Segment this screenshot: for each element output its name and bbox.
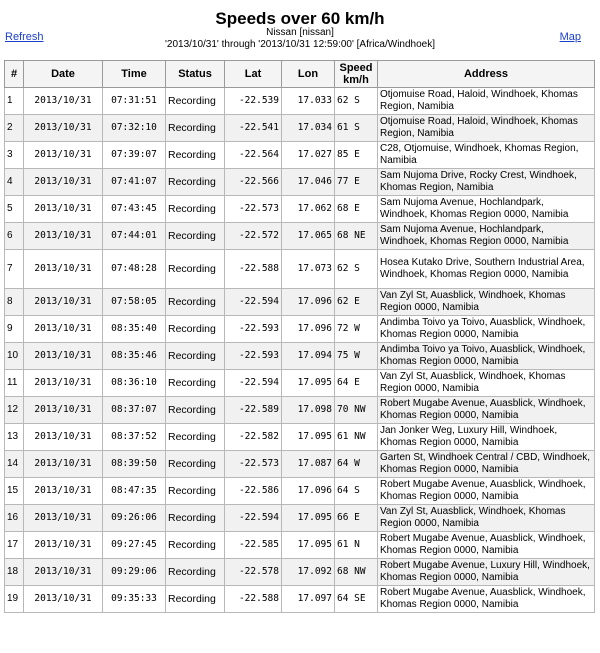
row-index: 16 [5, 505, 24, 532]
column-header-status: Status [166, 61, 225, 88]
row-lon: 17.098 [282, 397, 335, 424]
row-speed: 62 S [335, 250, 378, 289]
row-lat: -22.594 [225, 505, 282, 532]
row-lat: -22.588 [225, 250, 282, 289]
row-status: Recording [166, 397, 225, 424]
row-date: 2013/10/31 [24, 370, 103, 397]
row-lon: 17.096 [282, 478, 335, 505]
row-speed: 66 E [335, 505, 378, 532]
row-time: 07:44:01 [103, 223, 166, 250]
row-date: 2013/10/31 [24, 532, 103, 559]
row-lat: -22.586 [225, 478, 282, 505]
row-date: 2013/10/31 [24, 196, 103, 223]
row-status: Recording [166, 424, 225, 451]
row-lat: -22.585 [225, 532, 282, 559]
row-index: 17 [5, 532, 24, 559]
row-speed: 61 NW [335, 424, 378, 451]
row-speed: 62 S [335, 88, 378, 115]
row-time: 07:43:45 [103, 196, 166, 223]
row-time: 07:58:05 [103, 289, 166, 316]
row-address: Sam Nujoma Drive, Rocky Crest, Windhoek, Khomas Region, Namibia [378, 169, 595, 196]
row-lat: -22.594 [225, 370, 282, 397]
row-date: 2013/10/31 [24, 397, 103, 424]
row-address: Van Zyl St, Auasblick, Windhoek, Khomas Region 0000, Namibia [378, 505, 595, 532]
row-status: Recording [166, 478, 225, 505]
row-speed: 68 NE [335, 223, 378, 250]
table-row [5, 289, 595, 316]
row-address: Van Zyl St, Auasblick, Windhoek, Khomas Region 0000, Namibia [378, 370, 595, 397]
row-speed: 85 E [335, 142, 378, 169]
row-address: Robert Mugabe Avenue, Luxury Hill, Windhoek, Khomas Region 0000, Namibia [378, 559, 595, 586]
row-lon: 17.062 [282, 196, 335, 223]
table-row [5, 115, 595, 142]
row-time: 09:26:06 [103, 505, 166, 532]
table-header-row [5, 61, 595, 88]
row-time: 08:35:40 [103, 316, 166, 343]
column-header-index: # [5, 61, 24, 88]
row-lat: -22.582 [225, 424, 282, 451]
table-row [5, 169, 595, 196]
row-lat: -22.593 [225, 316, 282, 343]
row-status: Recording [166, 196, 225, 223]
row-time: 09:27:45 [103, 532, 166, 559]
row-date: 2013/10/31 [24, 223, 103, 250]
row-index: 7 [5, 250, 24, 289]
row-time: 07:31:51 [103, 88, 166, 115]
row-time: 09:35:33 [103, 586, 166, 613]
row-status: Recording [166, 559, 225, 586]
row-lon: 17.034 [282, 115, 335, 142]
row-lon: 17.092 [282, 559, 335, 586]
table-body [5, 88, 595, 613]
row-lat: -22.564 [225, 142, 282, 169]
table-row [5, 250, 595, 289]
row-status: Recording [166, 316, 225, 343]
row-speed: 72 W [335, 316, 378, 343]
row-lon: 17.095 [282, 505, 335, 532]
row-speed: 70 NW [335, 397, 378, 424]
row-date: 2013/10/31 [24, 169, 103, 196]
row-lat: -22.589 [225, 397, 282, 424]
column-header-time: Time [103, 61, 166, 88]
row-lat: -22.573 [225, 196, 282, 223]
row-speed: 75 W [335, 343, 378, 370]
table-row [5, 196, 595, 223]
row-status: Recording [166, 343, 225, 370]
row-lon: 17.073 [282, 250, 335, 289]
row-time: 07:41:07 [103, 169, 166, 196]
row-time: 08:35:46 [103, 343, 166, 370]
row-date: 2013/10/31 [24, 559, 103, 586]
row-address: Andimba Toivo ya Toivo, Auasblick, Windhoek, Khomas Region 0000, Namibia [378, 343, 595, 370]
row-time: 07:32:10 [103, 115, 166, 142]
table-row [5, 397, 595, 424]
row-lat: -22.573 [225, 451, 282, 478]
row-status: Recording [166, 88, 225, 115]
row-lon: 17.087 [282, 451, 335, 478]
row-lon: 17.096 [282, 316, 335, 343]
row-lon: 17.094 [282, 343, 335, 370]
row-date: 2013/10/31 [24, 451, 103, 478]
table-row [5, 586, 595, 613]
row-speed: 64 E [335, 370, 378, 397]
row-address: Jan Jonker Weg, Luxury Hill, Windhoek, Khomas Region 0000, Namibia [378, 424, 595, 451]
row-speed: 61 N [335, 532, 378, 559]
row-time: 08:36:10 [103, 370, 166, 397]
column-header-speed [335, 61, 378, 88]
row-status: Recording [166, 289, 225, 316]
row-index: 13 [5, 424, 24, 451]
row-status: Recording [166, 451, 225, 478]
row-lon: 17.095 [282, 532, 335, 559]
row-lon: 17.096 [282, 289, 335, 316]
table-row [5, 223, 595, 250]
row-address: Sam Nujoma Avenue, Hochlandpark, Windhoek, Khomas Region 0000, Namibia [378, 223, 595, 250]
row-index: 3 [5, 142, 24, 169]
speed-header-unit: km/h [343, 74, 369, 86]
column-header-lat: Lat [225, 61, 282, 88]
row-date: 2013/10/31 [24, 250, 103, 289]
row-address: Van Zyl St, Auasblick, Windhoek, Khomas Region 0000, Namibia [378, 289, 595, 316]
row-index: 6 [5, 223, 24, 250]
row-index: 18 [5, 559, 24, 586]
row-lat: -22.572 [225, 223, 282, 250]
table-row [5, 370, 595, 397]
table-row [5, 343, 595, 370]
row-index: 14 [5, 451, 24, 478]
row-index: 5 [5, 196, 24, 223]
row-lat: -22.566 [225, 169, 282, 196]
row-status: Recording [166, 370, 225, 397]
row-status: Recording [166, 505, 225, 532]
row-status: Recording [166, 223, 225, 250]
row-time: 07:39:07 [103, 142, 166, 169]
row-status: Recording [166, 586, 225, 613]
row-address: Robert Mugabe Avenue, Auasblick, Windhoek, Khomas Region 0000, Namibia [378, 586, 595, 613]
table-row [5, 559, 595, 586]
row-address: C28, Otjomuise, Windhoek, Khomas Region, Namibia [378, 142, 595, 169]
row-index: 11 [5, 370, 24, 397]
row-time: 07:48:28 [103, 250, 166, 289]
map-link[interactable]: Map [559, 31, 581, 43]
row-address: Sam Nujoma Avenue, Hochlandpark, Windhoek, Khomas Region 0000, Namibia [378, 196, 595, 223]
row-lon: 17.095 [282, 424, 335, 451]
row-date: 2013/10/31 [24, 88, 103, 115]
row-speed: 61 S [335, 115, 378, 142]
row-status: Recording [166, 142, 225, 169]
row-speed: 62 E [335, 289, 378, 316]
row-lat: -22.588 [225, 586, 282, 613]
row-speed: 64 SE [335, 586, 378, 613]
row-speed: 68 E [335, 196, 378, 223]
row-index: 15 [5, 478, 24, 505]
column-header-date: Date [24, 61, 103, 88]
row-speed: 77 E [335, 169, 378, 196]
row-status: Recording [166, 532, 225, 559]
row-index: 2 [5, 115, 24, 142]
row-index: 12 [5, 397, 24, 424]
column-header-lon: Lon [282, 61, 335, 88]
row-lat: -22.593 [225, 343, 282, 370]
report-header [0, 0, 600, 51]
row-index: 9 [5, 316, 24, 343]
row-date: 2013/10/31 [24, 505, 103, 532]
table-row [5, 424, 595, 451]
table-row [5, 88, 595, 115]
date-range-label: '2013/10/31' through '2013/10/31 12:59:00' [Africa/Windhoek] [164, 39, 436, 50]
row-lon: 17.046 [282, 169, 335, 196]
row-index: 19 [5, 586, 24, 613]
table-row [5, 478, 595, 505]
row-time: 08:37:07 [103, 397, 166, 424]
row-lat: -22.578 [225, 559, 282, 586]
row-status: Recording [166, 250, 225, 289]
device-label: Nissan [nissan] [266, 27, 334, 38]
row-lat: -22.539 [225, 88, 282, 115]
row-date: 2013/10/31 [24, 478, 103, 505]
row-time: 08:37:52 [103, 424, 166, 451]
row-lon: 17.065 [282, 223, 335, 250]
row-lat: -22.541 [225, 115, 282, 142]
row-status: Recording [166, 169, 225, 196]
row-index: 8 [5, 289, 24, 316]
row-status: Recording [166, 115, 225, 142]
row-address: Garten St, Windhoek Central / CBD, Windhoek, Khomas Region 0000, Namibia [378, 451, 595, 478]
row-address: Andimba Toivo ya Toivo, Auasblick, Windhoek, Khomas Region 0000, Namibia [378, 316, 595, 343]
table-row [5, 505, 595, 532]
row-speed: 64 S [335, 478, 378, 505]
row-address: Robert Mugabe Avenue, Auasblick, Windhoek, Khomas Region 0000, Namibia [378, 478, 595, 505]
row-date: 2013/10/31 [24, 586, 103, 613]
row-time: 09:29:06 [103, 559, 166, 586]
row-address: Hosea Kutako Drive, Southern Industrial Area, Windhoek, Khomas Region 0000, Namibia [378, 250, 595, 289]
page-title: Speeds over 60 km/h [215, 9, 385, 28]
row-address: Otjomuise Road, Haloid, Windhoek, Khomas Region, Namibia [378, 115, 595, 142]
row-date: 2013/10/31 [24, 115, 103, 142]
table-row [5, 532, 595, 559]
row-speed: 68 NW [335, 559, 378, 586]
row-index: 4 [5, 169, 24, 196]
row-date: 2013/10/31 [24, 142, 103, 169]
row-date: 2013/10/31 [24, 424, 103, 451]
row-address: Otjomuise Road, Haloid, Windhoek, Khomas Region, Namibia [378, 88, 595, 115]
refresh-link[interactable]: Refresh [5, 31, 44, 43]
row-lon: 17.095 [282, 370, 335, 397]
row-lon: 17.033 [282, 88, 335, 115]
row-index: 1 [5, 88, 24, 115]
column-header-address: Address [378, 61, 595, 88]
row-date: 2013/10/31 [24, 289, 103, 316]
table-row [5, 451, 595, 478]
row-time: 08:39:50 [103, 451, 166, 478]
row-lon: 17.097 [282, 586, 335, 613]
table-row [5, 316, 595, 343]
row-lat: -22.594 [225, 289, 282, 316]
row-date: 2013/10/31 [24, 316, 103, 343]
row-time: 08:47:35 [103, 478, 166, 505]
row-lon: 17.027 [282, 142, 335, 169]
row-date: 2013/10/31 [24, 343, 103, 370]
row-speed: 64 W [335, 451, 378, 478]
row-address: Robert Mugabe Avenue, Auasblick, Windhoek, Khomas Region 0000, Namibia [378, 532, 595, 559]
speed-report-table [4, 60, 595, 613]
speed-header-label: Speed [339, 62, 373, 74]
table-row [5, 142, 595, 169]
row-index: 10 [5, 343, 24, 370]
row-address: Robert Mugabe Avenue, Auasblick, Windhoek, Khomas Region 0000, Namibia [378, 397, 595, 424]
